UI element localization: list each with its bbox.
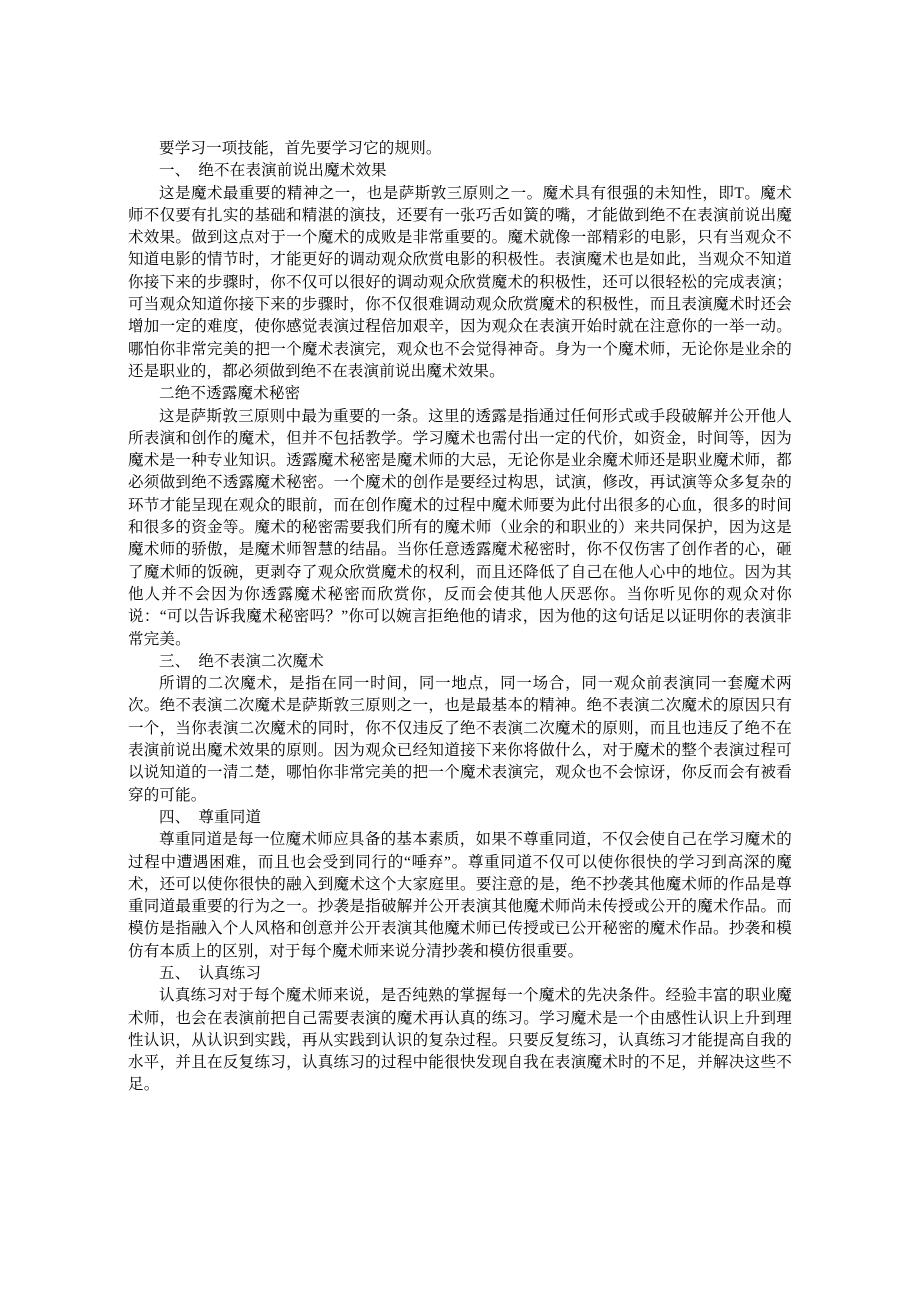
section-5-heading: 五、 认真练习 — [159, 964, 262, 982]
section-3-heading: 三、 绝不表演二次魔术 — [159, 652, 324, 670]
intro-paragraph: 要学习一项技能，首先要学习它的规则。 — [159, 140, 442, 157]
document-text-block — [128, 138, 792, 1097]
section-3-body: 所谓的二次魔术，是指在同一时间，同一地点，同一场合，同一观众前表演同一套魔术两次。绝不表演二次魔术是萨斯敦三原则之一，也是最基本的精神。绝不表演二次魔术的原因只有一个，当你表演二次魔术的同时，你不仅违反了绝不表演二次魔术的原则，而且也违反了绝不在表演前说出魔术效果的原则。因为观众已经知道接下来你将做什么，对于魔术的整个表演过程可以说知道的一清二楚，哪怕你非常完美的把一个魔术表演完，观众也不会惊讶，你反而会有被看穿的可能。 — [128, 675, 792, 804]
section-1-heading: 一、 绝不在表演前说出魔术效果 — [159, 162, 387, 180]
section-2-heading: 二绝不透露魔术秘密 — [159, 385, 301, 403]
section-1-body: 这是魔术最重要的精神之一，也是萨斯敦三原则之一。魔术具有很强的未知性，即T。魔术师不仅要有扎实的基础和精湛的演技，还要有一张巧舌如簧的嘴，才能做到绝不在表演前说出魔术效果。做到这点对于一个魔术的成败是非常重要的。魔术就像一部精彩的电影，只有当观众不知道电影的情节时，才能更好的调动观众欣赏电影的积极性。表演魔术也是如此，当观众不知道你接下来的步骤时，你不仅可以很好的调动观众欣赏魔术的积极性，还可以很轻松的完成表演；可当观众知道你接下来的步骤时，你不仅很难调动观众欣赏魔术的积极性，而且表演魔术时还会增加一定的难度，使你感觉表演过程倍加艰辛，因为观众在表演开始时就在注意你的一举一动。哪怕你非常完美的把一个魔术表演完，观众也不会觉得神奇。身为一个魔术师，无论你是业余的还是职业的，都必须做到绝不在表演前说出魔术效果。 — [128, 184, 792, 380]
section-4-body: 尊重同道是每一位魔术师应具备的基本素质，如果不尊重同道，不仅会使自己在学习魔术的过程中遭遇困难，而且也会受到同行的“唾弃”。尊重同道不仅可以使你很快的学习到高深的魔术，还可以使你很快的融入到魔术这个大家庭里。要注意的是，绝不抄袭其他魔术师的作品是尊重同道最重要的行为之一。抄袭是指破解并公开表演其他魔术师尚未传授或公开的魔术作品。而模仿是指融入个人风格和创意并公开表演其他魔术师已传授或已公开秘密的魔术作品。抄袭和模仿有本质上的区别，对于每个魔术师来说分清抄袭和模仿很重要。 — [128, 831, 792, 960]
section-4-heading: 四、 尊重同道 — [159, 808, 262, 826]
section-2-body: 这是萨斯敦三原则中最为重要的一条。这里的透露是指通过任何形式或手段破解并公开他人所表演和创作的魔术，但并不包括教学。学习魔术也需付出一定的代价，如资金，时间等，因为魔术是一种专业知识。透露魔术秘密是魔术师的大忌，无论你是业余魔术师还是职业魔术师，都必须做到绝不透露魔术秘密。一个魔术的创作是要经过构思，试演，修改，再试演等众多复杂的环节才能呈现在观众的眼前，而在创作魔术的过程中魔术师要为此付出很多的心血，很多的时间和很多的资金等。魔术的秘密需要我们所有的魔术师（业余的和职业的）来共同保护，因为这是魔术师的骄傲，是魔术师智慧的结晶。当你任意透露魔术秘密时，你不仅伤害了创作者的心，砸了魔术师的饭碗，更剥夺了观众欣赏魔术的权利，而且还降低了自己在他人心中的地位。因为其他人并不会因为你透露魔术秘密而欣赏你，反而会使其他人厌恶你。当你听见你的观众对你说：“可以告诉我魔术秘密吗？”你可以婉言拒绝他的请求，因为他的这句话足以证明你的表演非常完美。 — [128, 407, 792, 648]
section-5-body: 认真练习对于每个魔术师来说，是否纯熟的掌握每一个魔术的先决条件。经验丰富的职业魔术师，也会在表演前把自己需要表演的魔术再认真的练习。学习魔术是一个由感性认识上升到理性认识，从认识到实践，再从实践到认识的复杂过程。只要反复练习，认真练习才能提高自我的水平，并且在反复练习，认真练习的过程中能很快发现自我在表演魔术时的不足，并解决这些不足。 — [128, 987, 792, 1094]
